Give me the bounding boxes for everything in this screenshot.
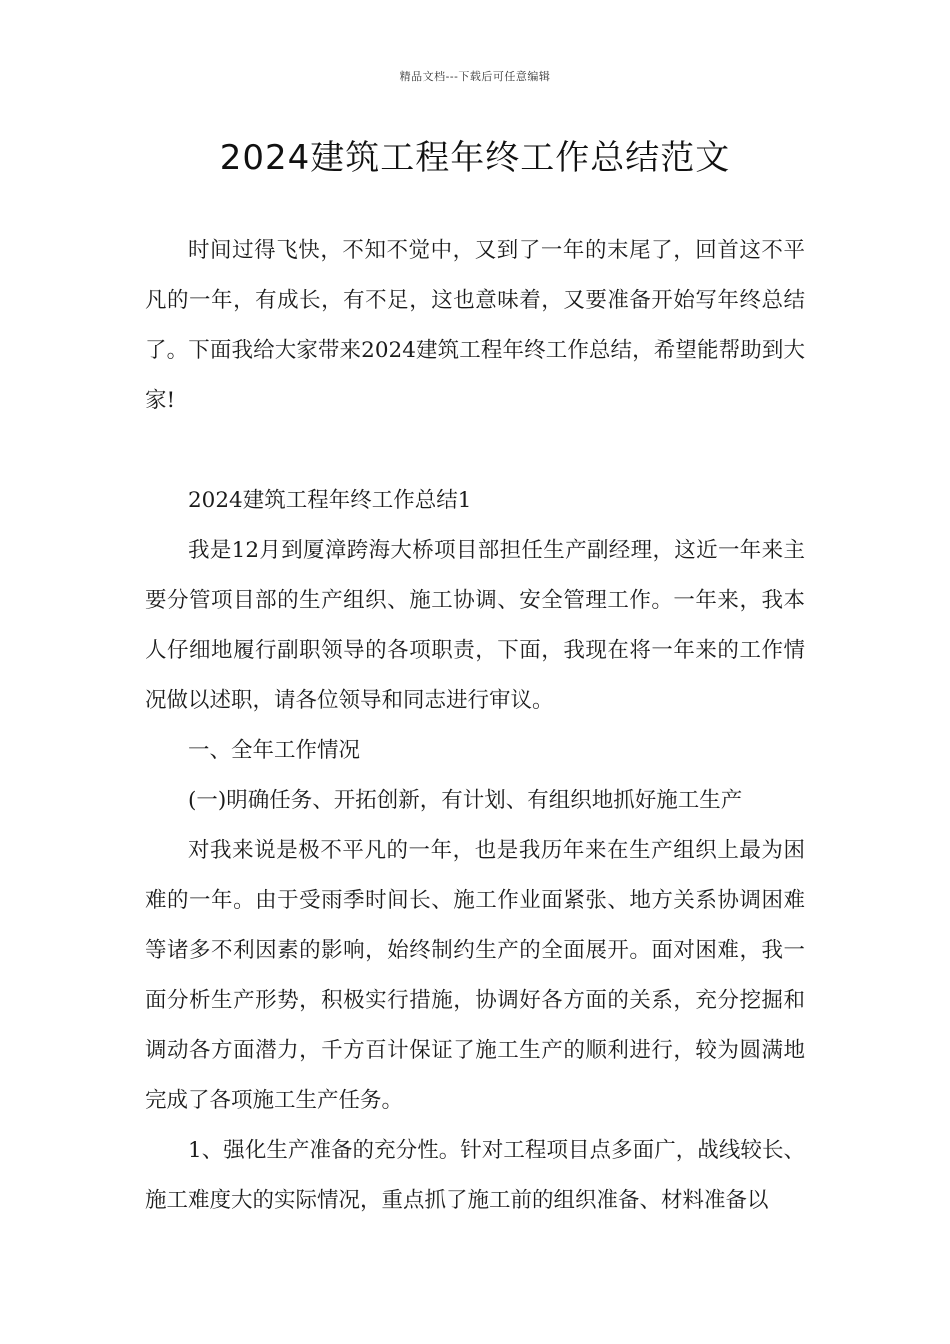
section-title: 2024建筑工程年终工作总结1 [188, 488, 472, 513]
subheading-paragraph: (一)明确任务、开拓创新，有计划、有组织地抓好施工生产 [188, 788, 743, 813]
intro-block [145, 226, 805, 426]
paragraph: 我是12月到厦漳跨海大桥项目部担任生产副经理，这近一年来主要分管项目部的生产组织、施工协调、安全管理工作。一年来，我本人仔细地履行副职领导的各项职责，下面，我现在将一年来的工作情况做以述职，请各位领导和同志进行审议。 [145, 538, 805, 713]
section-block [145, 476, 805, 1226]
heading-paragraph: 一、全年工作情况 [188, 738, 361, 763]
intro-paragraph: 时间过得飞快，不知不觉中，又到了一年的末尾了，回首这不平凡的一年，有成长，有不足，这也意味着，又要准备开始写年终总结了。下面我给大家带来2024建筑工程年终工作总结，希望能帮助到大家! [145, 238, 805, 413]
header-note: 精品文档---下载后可任意编辑 [399, 70, 551, 83]
document-title: 2024建筑工程年终工作总结范文 [219, 138, 731, 178]
paragraph: 1、强化生产准备的充分性。针对工程项目点多面广，战线较长、施工难度大的实际情况，重点抓了施工前的组织准备、材料准备以 [145, 1138, 805, 1213]
paragraph: 对我来说是极不平凡的一年，也是我历年来在生产组织上最为困难的一年。由于受雨季时间长、施工作业面紧张、地方关系协调困难等诸多不利因素的影响，始终制约生产的全面展开。面对困难，我一面分析生产形势，积极实行措施，协调好各方面的关系，充分挖掘和调动各方面潜力，千方百计保证了施工生产的顺利进行，较为圆满地完成了各项施工生产任务。 [145, 838, 805, 1113]
